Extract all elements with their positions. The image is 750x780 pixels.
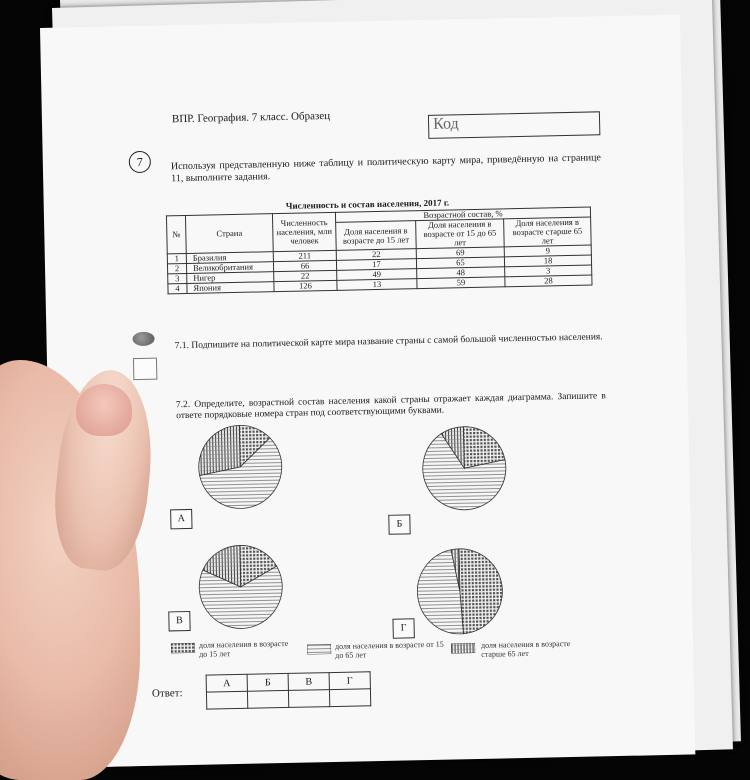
thumbnail xyxy=(76,384,132,436)
row-num: 1 xyxy=(167,253,186,263)
legend-swatch-over65 xyxy=(451,643,475,654)
pie-chart-g xyxy=(415,546,505,636)
chart-label-b: Б xyxy=(388,514,410,534)
task-intro: Используя представленную ниже таблицу и политическую карту мира, приведённую на странице 11, выполните задания. xyxy=(170,152,601,185)
table-title: Численность и состав населения, 2017 г. xyxy=(285,197,450,211)
slice-over65 xyxy=(198,425,241,475)
col-age-group-header: Возрастной состав, % xyxy=(335,207,590,222)
col-num-header: № xyxy=(166,215,186,253)
pie-chart-a xyxy=(196,423,284,511)
row-15-65: 65 xyxy=(416,257,504,269)
row-population: 211 xyxy=(273,250,336,261)
answer-cell-v[interactable] xyxy=(288,690,329,708)
legend-under15: доля населения в возрасте до 15 лет xyxy=(198,638,289,659)
legend-middle: доля населения в возрасте от 15 до 65 лет xyxy=(334,639,444,660)
row-15-65: 69 xyxy=(416,247,504,259)
row-num: 2 xyxy=(167,263,186,273)
answer-label: Ответ: xyxy=(151,687,183,700)
answer-header-g: Г xyxy=(329,672,370,690)
row-under15: 49 xyxy=(337,269,417,281)
row-country: Великобритания xyxy=(186,262,273,274)
row-15-65: 48 xyxy=(417,267,505,279)
question-7-2: 7.2. Определите, возрастной состав населения какой страны отражает каждая диаграмма. Запишите в ответе порядковые номера стран под соответствующими буквами. xyxy=(175,391,606,422)
chart-label-a: А xyxy=(170,509,192,529)
row-over65: 9 xyxy=(504,245,591,257)
question-7-1: 7.1. Подпишите на политической карте мира название страны с самой большой численностью населения. xyxy=(174,332,603,352)
row-under15: 17 xyxy=(336,259,416,271)
chart-label-v: В xyxy=(168,611,190,631)
worksheet-header: ВПР. География. 7 класс. Образец xyxy=(171,109,331,126)
answer-header-v: В xyxy=(288,673,329,691)
col-under15-header: Доля населения в возрасте до 15 лет xyxy=(336,221,416,251)
row-over65: 28 xyxy=(505,275,592,287)
legend-swatch-under15 xyxy=(171,643,195,654)
task-number-badge: 7 xyxy=(129,151,151,173)
row-country: Нигер xyxy=(187,272,274,284)
answer-cell-a[interactable] xyxy=(206,691,247,709)
row-population: 66 xyxy=(273,260,336,271)
row-num: 4 xyxy=(168,283,187,293)
globe-icon xyxy=(132,332,154,346)
chart-label-g: Г xyxy=(392,618,414,638)
col-over65-header: Доля населения в возрасте старше 65 лет xyxy=(504,217,591,247)
population-table xyxy=(166,207,593,295)
row-country: Япония xyxy=(187,282,274,294)
answer-header-a: А xyxy=(206,674,247,692)
col-population-header: Численность населения, млн человек xyxy=(272,212,336,251)
score-box-7-1[interactable] xyxy=(133,358,157,380)
row-country: Бразилия xyxy=(186,252,273,264)
row-15-65: 59 xyxy=(417,277,505,289)
answer-header-b: Б xyxy=(247,673,288,691)
col-country-header: Страна xyxy=(185,214,273,254)
col-15-65-header: Доля населения в возрасте от 15 до 65 лет xyxy=(416,219,505,249)
slice-under15 xyxy=(459,548,503,634)
row-under15: 22 xyxy=(336,249,416,261)
code-field[interactable]: Код xyxy=(428,111,600,139)
row-under15: 13 xyxy=(337,279,417,291)
legend-swatch-middle xyxy=(307,644,331,655)
answer-cell-g[interactable] xyxy=(329,689,370,707)
answer-cell-b[interactable] xyxy=(247,690,288,708)
pie-chart-b xyxy=(420,424,508,512)
answer-table xyxy=(206,671,372,709)
row-population: 22 xyxy=(274,270,337,281)
pie-chart-v xyxy=(197,543,285,631)
legend-over65: доля населения в возрасте старше 65 лет xyxy=(480,639,571,659)
row-over65: 3 xyxy=(505,265,592,277)
row-over65: 18 xyxy=(504,255,591,267)
row-num: 3 xyxy=(168,273,187,283)
row-population: 126 xyxy=(274,280,337,291)
